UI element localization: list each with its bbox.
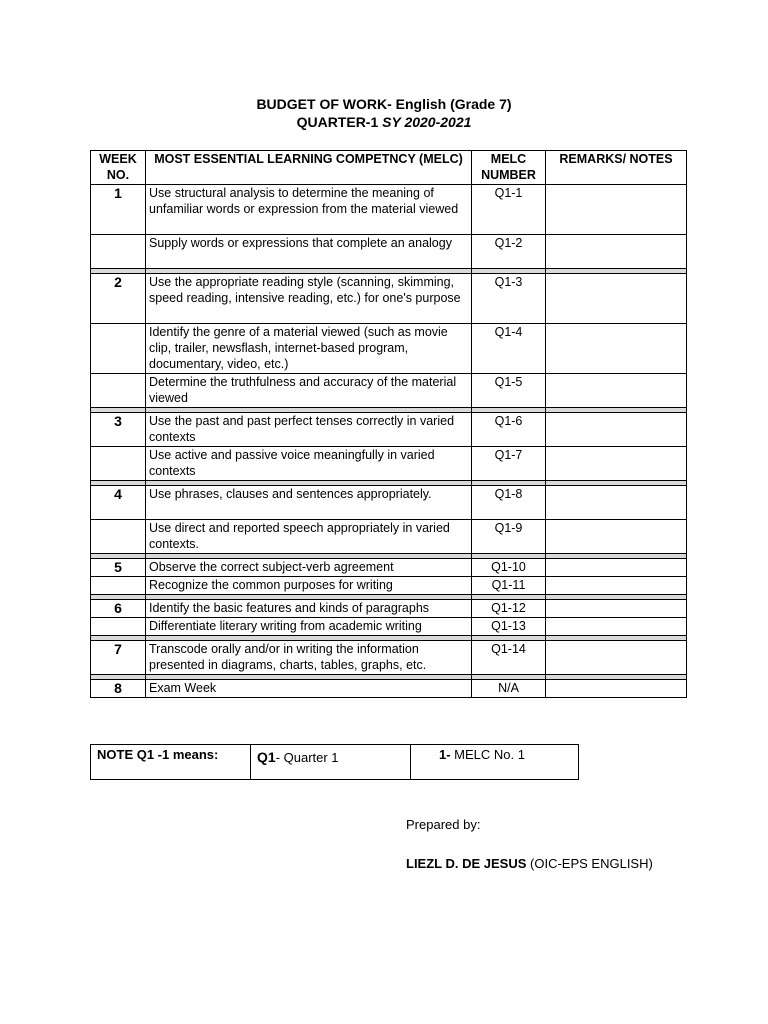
competency-cell: Use the appropriate reading style (scanning, skimming, speed reading, intensive reading, etc.) for one's purpose bbox=[146, 274, 472, 324]
table-row bbox=[91, 618, 687, 636]
competency-cell: Use active and passive voice meaningfully in varied contexts bbox=[146, 447, 472, 481]
table-row bbox=[91, 486, 687, 520]
note-melc-code: 1- bbox=[439, 747, 451, 762]
week-number bbox=[91, 324, 146, 374]
competency-cell: Transcode orally and/or in writing the information presented in diagrams, charts, tables, graphs, etc. bbox=[146, 641, 472, 675]
table-row bbox=[91, 520, 687, 554]
preparer-role: (OIC-EPS ENGLISH) bbox=[526, 856, 653, 871]
remarks-cell[interactable] bbox=[546, 600, 687, 618]
note-melc-text: MELC No. 1 bbox=[450, 747, 525, 762]
melc-number-cell: Q1-3 bbox=[472, 274, 546, 324]
melc-number-cell: Q1-13 bbox=[472, 618, 546, 636]
melc-number-cell: Q1-12 bbox=[472, 600, 546, 618]
competency-cell: Use structural analysis to determine the meaning of unfamiliar words or expression from the material viewed bbox=[146, 185, 472, 235]
note-label-cell bbox=[91, 745, 251, 780]
remarks-cell[interactable] bbox=[546, 680, 687, 698]
melc-number-cell: Q1-4 bbox=[472, 324, 546, 374]
remarks-cell[interactable] bbox=[546, 559, 687, 577]
melc-number-cell: Q1-10 bbox=[472, 559, 546, 577]
remarks-cell[interactable] bbox=[546, 185, 687, 235]
week-number: 5 bbox=[91, 559, 146, 577]
table-row bbox=[91, 413, 687, 447]
competency-cell: Use direct and reported speech appropriately in varied contexts. bbox=[146, 520, 472, 554]
table-header-row bbox=[91, 151, 687, 185]
melc-number-cell: Q1-1 bbox=[472, 185, 546, 235]
competency-cell: Observe the correct subject-verb agreement bbox=[146, 559, 472, 577]
document-title bbox=[0, 95, 768, 113]
table-row bbox=[91, 235, 687, 269]
quarter-label: QUARTER-1 bbox=[296, 114, 383, 130]
remarks-cell[interactable] bbox=[546, 324, 687, 374]
table-row bbox=[91, 600, 687, 618]
table-body bbox=[91, 185, 687, 698]
melc-number-cell: Q1-14 bbox=[472, 641, 546, 675]
week-number bbox=[91, 447, 146, 481]
remarks-cell[interactable] bbox=[546, 520, 687, 554]
week-number: 2 bbox=[91, 274, 146, 324]
note-label: NOTE Q1 -1 means: bbox=[97, 747, 219, 762]
school-year: SY 2020-2021 bbox=[382, 114, 472, 130]
week-number: 4 bbox=[91, 486, 146, 520]
competency-cell: Recognize the common purposes for writing bbox=[146, 577, 472, 595]
competency-cell: Identify the genre of a material viewed (such as movie clip, trailer, newsflash, internet-based program, documentary, video, etc.) bbox=[146, 324, 472, 374]
remarks-cell[interactable] bbox=[546, 486, 687, 520]
note-table bbox=[90, 744, 579, 780]
competency-cell: Differentiate literary writing from academic writing bbox=[146, 618, 472, 636]
table-row bbox=[91, 374, 687, 408]
melc-number-cell: Q1-5 bbox=[472, 374, 546, 408]
table-row bbox=[91, 680, 687, 698]
preparer-name: LIEZL D. DE JESUS bbox=[406, 856, 527, 871]
table-row bbox=[91, 559, 687, 577]
header-week: WEEK NO. bbox=[91, 151, 146, 185]
note-quarter-code: Q1 bbox=[257, 749, 276, 765]
table-row bbox=[91, 641, 687, 675]
competency-cell: Exam Week bbox=[146, 680, 472, 698]
melc-number-cell: N/A bbox=[472, 680, 546, 698]
remarks-cell[interactable] bbox=[546, 577, 687, 595]
melc-number-cell: Q1-8 bbox=[472, 486, 546, 520]
remarks-cell[interactable] bbox=[546, 447, 687, 481]
prepared-by-label: Prepared by: bbox=[406, 817, 481, 832]
competency-cell: Use the past and past perfect tenses correctly in varied contexts bbox=[146, 413, 472, 447]
week-number: 7 bbox=[91, 641, 146, 675]
note-melc-cell bbox=[411, 745, 579, 780]
competency-cell: Identify the basic features and kinds of paragraphs bbox=[146, 600, 472, 618]
document-subtitle bbox=[0, 113, 768, 131]
table-row bbox=[91, 324, 687, 374]
competency-cell: Use phrases, clauses and sentences appropriately. bbox=[146, 486, 472, 520]
week-number bbox=[91, 520, 146, 554]
table-row bbox=[91, 274, 687, 324]
budget-of-work-table bbox=[90, 150, 687, 698]
table-row bbox=[91, 447, 687, 481]
table-row bbox=[91, 185, 687, 235]
header-competency: MOST ESSENTIAL LEARNING COMPETNCY (MELC) bbox=[146, 151, 472, 185]
title-line-1: BUDGET OF WORK- English (Grade 7) bbox=[256, 96, 512, 112]
week-number: 6 bbox=[91, 600, 146, 618]
week-number bbox=[91, 235, 146, 269]
remarks-cell[interactable] bbox=[546, 235, 687, 269]
week-number: 1 bbox=[91, 185, 146, 235]
note-quarter-text: - Quarter 1 bbox=[275, 750, 339, 765]
remarks-cell[interactable] bbox=[546, 618, 687, 636]
melc-number-cell: Q1-2 bbox=[472, 235, 546, 269]
remarks-cell[interactable] bbox=[546, 374, 687, 408]
week-number: 8 bbox=[91, 680, 146, 698]
competency-cell: Determine the truthfulness and accuracy of the material viewed bbox=[146, 374, 472, 408]
week-number bbox=[91, 618, 146, 636]
table-row bbox=[91, 577, 687, 595]
melc-number-cell: Q1-7 bbox=[472, 447, 546, 481]
header-melc-number: MELC NUMBER bbox=[472, 151, 546, 185]
note-quarter-cell bbox=[251, 745, 411, 780]
melc-number-cell: Q1-9 bbox=[472, 520, 546, 554]
header-remarks: REMARKS/ NOTES bbox=[546, 151, 687, 185]
week-number bbox=[91, 374, 146, 408]
week-number bbox=[91, 577, 146, 595]
competency-cell: Supply words or expressions that complete an analogy bbox=[146, 235, 472, 269]
remarks-cell[interactable] bbox=[546, 641, 687, 675]
remarks-cell[interactable] bbox=[546, 274, 687, 324]
week-number: 3 bbox=[91, 413, 146, 447]
remarks-cell[interactable] bbox=[546, 413, 687, 447]
prepared-by-signature bbox=[406, 856, 653, 871]
melc-number-cell: Q1-6 bbox=[472, 413, 546, 447]
melc-number-cell: Q1-11 bbox=[472, 577, 546, 595]
